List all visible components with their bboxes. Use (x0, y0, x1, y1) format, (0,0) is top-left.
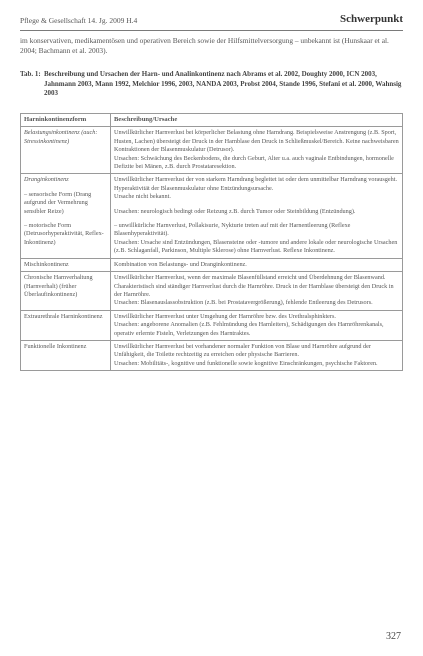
row-form: Funktionelle Inkontinenz (21, 340, 111, 370)
table-row (21, 174, 403, 258)
subform-sensory: – sensorische Form (Drang aufgrund der Vermehrung sensibler Reize) (24, 190, 92, 215)
table-label: Tab. 1: (20, 70, 41, 78)
subform-motor: – motorische Form (Detrusorhyperaktivität, Reflex-Inkontinenz) (24, 222, 104, 246)
section-title: Schwerpunkt (340, 13, 403, 25)
row-form: Extraurethrale Harninkontinenz (21, 310, 111, 340)
journal-reference: Pflege & Gesellschaft 14. Jg. 2009 H.4 (20, 16, 138, 25)
row-description: Unwillkürlicher Harnverlust bei körperlicher Belastung ohne Harndrang. Beispielsweise Anstrengung (z.B. Sport, Husten, Lachen) übersteigt der Druck in der Harnblase den Druck in Schließmuskel/Bereich. Keine nachweisbaren Kontraktionen der Blasenmuskulatur (Detrusor). Ursachen: Schwächung des Beckenbodens, die durch Geburt, Alter u.a. auch vaginale Entbindungen, hormonelle Defizite bei Mänen, z.B. durch Prostataresektion. (111, 127, 403, 174)
table-row (21, 272, 403, 311)
row-form: Dranginkontinenz – sensorische Form (Drang aufgrund der Vermehrung sensibler Reize) – motorische Form (Detrusorhyperaktivität, Reflex-Inkontinenz) (21, 174, 111, 258)
row-form: Mischinkontinenz (21, 258, 111, 271)
page-number: 327 (386, 631, 401, 642)
table-caption (20, 70, 403, 99)
table-header-row (21, 114, 403, 127)
running-header (20, 14, 403, 31)
table-row (21, 340, 403, 370)
table-row (21, 310, 403, 340)
table-row (21, 127, 403, 174)
row-form: Chronische Harnverhaltung (Harnverhalt) (früher Überlaufinkontinenz) (21, 272, 111, 311)
intro-paragraph: im konservativen, medikamentösen und operativen Bereich sowie der Hilfsmittelversorgung – unbekannt ist (Hunskaar et al. 2004; Bachmann et al. 2003). (20, 36, 389, 55)
table-caption-text: Beschreibung und Ursachen der Harn- und Analinkontinenz nach Abrams et al. 2002, Doughty 2000, ICN 2003, Jahnmann 2003, Mann 1992, Melchior 1996, 2003, NANDA 2003, Probst 2004, Stande 1996, Stefani et al. 2000, Wahnsig 2003 (44, 70, 402, 98)
row-description: Unwillkürlicher Harnverlust der von starkem Harndrang begleitet ist oder dem unmittelbar Harndrang vorausgeht. Hyperaktivität der Blasenmuskulatur ohne Entzündungsursache. Ursache nicht bekannt. Ursachen: neurologisch bedingt oder Reizung z.B. durch Tumor oder Steinbildung (Entzündung). – unwillkürliche Harnverlust, Pollakisurie, Nykturie treten auf mit der Harnentleerung (Reflexe Blasenhyperaktivität). Ursachen: Ursache sind Entzündungen, Blasensteine oder -tumore und andere lokale oder neurologische Ursachen (z.B. Schlaganfall, Parkinson, Multiple Sklerose) ohne Harnverlust. Reflexe Inkontinenz. (111, 174, 403, 258)
column-header-form: Harninkontinenzform (21, 114, 111, 127)
incontinence-table (20, 113, 403, 371)
table-row (21, 258, 403, 271)
row-description: Unwillkürlicher Harnverlust bei vorhandener normaler Funktion von Blase und Harnröhre aufgrund der Unfähigkeit, die Toilette rechtzeitig zu erreichen oder physische Barrieren. Ursachen: Mobilitäts-, kognitive und funktionelle sowie kognitive Einschränkungen, psychische Faktoren. (111, 340, 403, 370)
row-description: Unwillkürlicher Harnverlust, wenn der maximale Blasenfüllstand erreicht und Überdehnung der Blasenwand. Charakteristisch sind ständiger Harnverlust durch die Harnröhre. Druck in der Harnblase übersteigt den Druck in der Harnröhre. Ursachen: Blasenauslassobstruktion (z.B. bei Prostatavergrößerung), fehlende Entleerung des Detrusors. (111, 272, 403, 311)
row-description: Unwillkürlicher Harnverlust unter Umgehung der Harnröhre bzw. des Urethralsphinkters. Ursachen: angeborene Anomalien (z.B. Fehlmündung des Harnleiters), Schädigungen des Harnröhrenkanals, operativ erlernte Fisteln, Verletzungen des Harntraktes. (111, 310, 403, 340)
row-description: Kombination von Belastungs- und Dranginkontinenz. (111, 258, 403, 271)
column-header-description: Beschreibung/Ursache (111, 114, 403, 127)
row-form: Belastungsinkontinenz (auch: Stressinkontinenz) (21, 127, 111, 174)
